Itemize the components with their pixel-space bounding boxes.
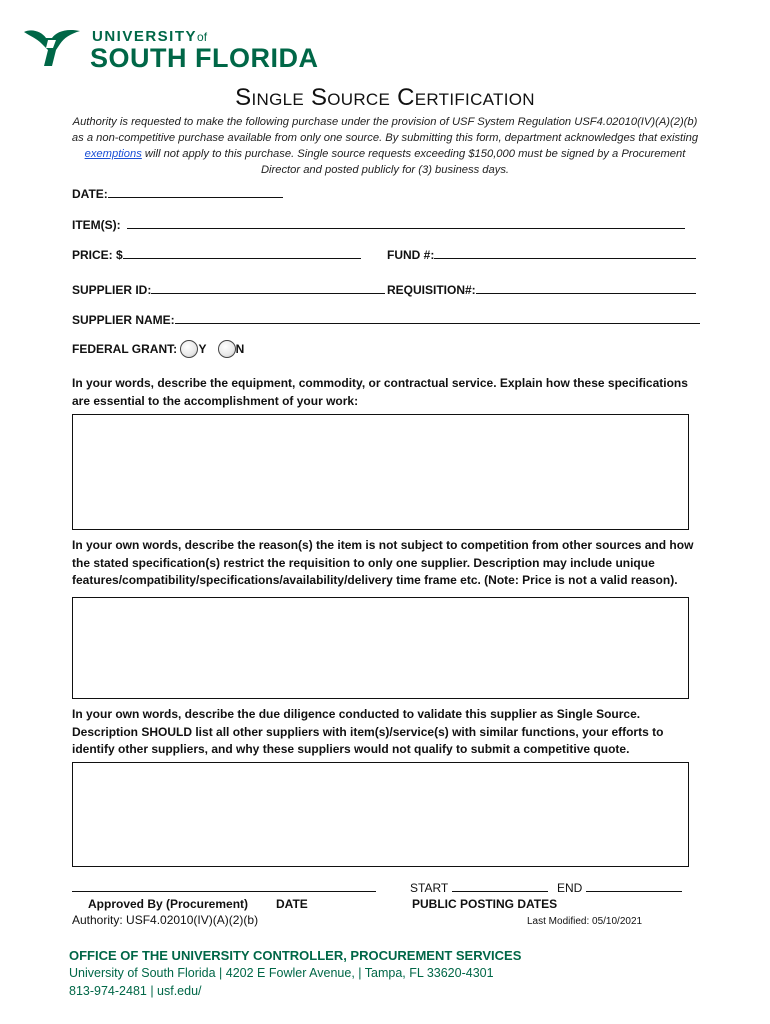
supplier-id-line[interactable] [151,282,385,294]
date-field[interactable] [72,186,283,201]
supplier-name-line[interactable] [175,312,700,324]
intro-paragraph: Authority is requested to make the following purchase under the provision of USF System Regulation USF4.02010(IV)(A)(2)(b) as a non-competitive purchase available from only one source. By submitting this form, department acknowledges that existing exemptions will not apply to this purchase. Single source requests exceeding $150,000 must be signed by a Procurement Director and posted publicly for (3) business days. [71,116,699,176]
end-label: END [557,881,583,895]
exemptions-link[interactable]: exemptions [84,148,142,160]
requisition-line[interactable] [476,282,696,294]
usf-logo [22,26,319,73]
signature-line[interactable] [72,891,376,892]
federal-grant-no-radio[interactable] [218,340,236,358]
date-line[interactable] [108,186,283,198]
federal-grant-yes-radio[interactable] [180,340,198,358]
posting-dates-label: PUBLIC POSTING DATES [412,897,558,911]
items-label: ITEM(S): [72,218,121,232]
answer-box-2[interactable] [72,597,689,699]
end-field[interactable] [557,880,682,895]
federal-grant-yes-label: Y [198,342,207,356]
logo-south-florida-text: SOUTH FLORIDA [90,43,319,73]
supplier-id-field[interactable] [72,282,385,297]
fund-line[interactable] [434,247,696,259]
items-field[interactable] [72,217,685,232]
federal-grant-no-label: N [235,342,245,356]
price-line[interactable] [123,247,361,259]
start-line[interactable] [452,880,548,892]
fund-label: FUND #: [387,248,435,262]
price-field[interactable] [72,247,361,262]
supplier-name-field[interactable] [72,312,700,327]
requisition-field[interactable] [387,282,696,297]
footer-contact: 813-974-2481 | usf.edu/ [69,984,202,998]
answer-box-1[interactable] [72,414,689,530]
supplier-name-label: SUPPLIER NAME: [72,313,175,327]
price-label: PRICE: $ [72,248,123,262]
footer-address: University of South Florida | 4202 E Fowler Avenue, | Tampa, FL 33620-4301 [69,966,494,980]
items-line[interactable] [127,217,685,229]
authority-text: Authority: USF4.02010(IV)(A)(2)(b) [72,913,259,927]
supplier-id-label: SUPPLIER ID: [72,283,152,297]
logo-university-text: UNIVERSITYof [92,28,208,45]
question-2: In your own words, describe the reason(s) the item is not subject to competition from other sources and how the stated specification(s) restrict the requisition to only one supplier. Description may include unique features/compatibility/specifications/availability/delivery time frame etc. (Note: Price is not a valid reason). [72,538,694,587]
page-title: Single Source Certification [235,84,535,111]
requisition-label: REQUISITION#: [387,283,476,297]
signature-date-label: DATE [276,897,308,911]
question-1: In your words, describe the equipment, commodity, or contractual service. Explain how these specifications are essential to the accomplishment of your work: [72,376,688,408]
end-line[interactable] [586,880,682,892]
fund-field[interactable] [387,247,696,262]
last-modified-text: Last Modified: 05/10/2021 [527,916,643,927]
start-field[interactable] [410,880,548,895]
federal-grant-field [72,340,244,358]
date-label: DATE: [72,187,108,201]
start-label: START [410,881,449,895]
approved-by-label: Approved By (Procurement) [88,897,249,911]
question-3: In your own words, describe the due diligence conducted to validate this supplier as Single Source. Description SHOULD list all other suppliers with item(s)/service(s) with similar functions, your efforts to identify other suppliers, and why these suppliers would not qualify to submit a competitive quote. [72,707,664,756]
bull-horns-icon [22,26,82,70]
federal-grant-label: FEDERAL GRANT: [72,342,178,356]
answer-box-3[interactable] [72,762,689,867]
footer-office: OFFICE OF THE UNIVERSITY CONTROLLER, PROCUREMENT SERVICES [69,948,522,963]
